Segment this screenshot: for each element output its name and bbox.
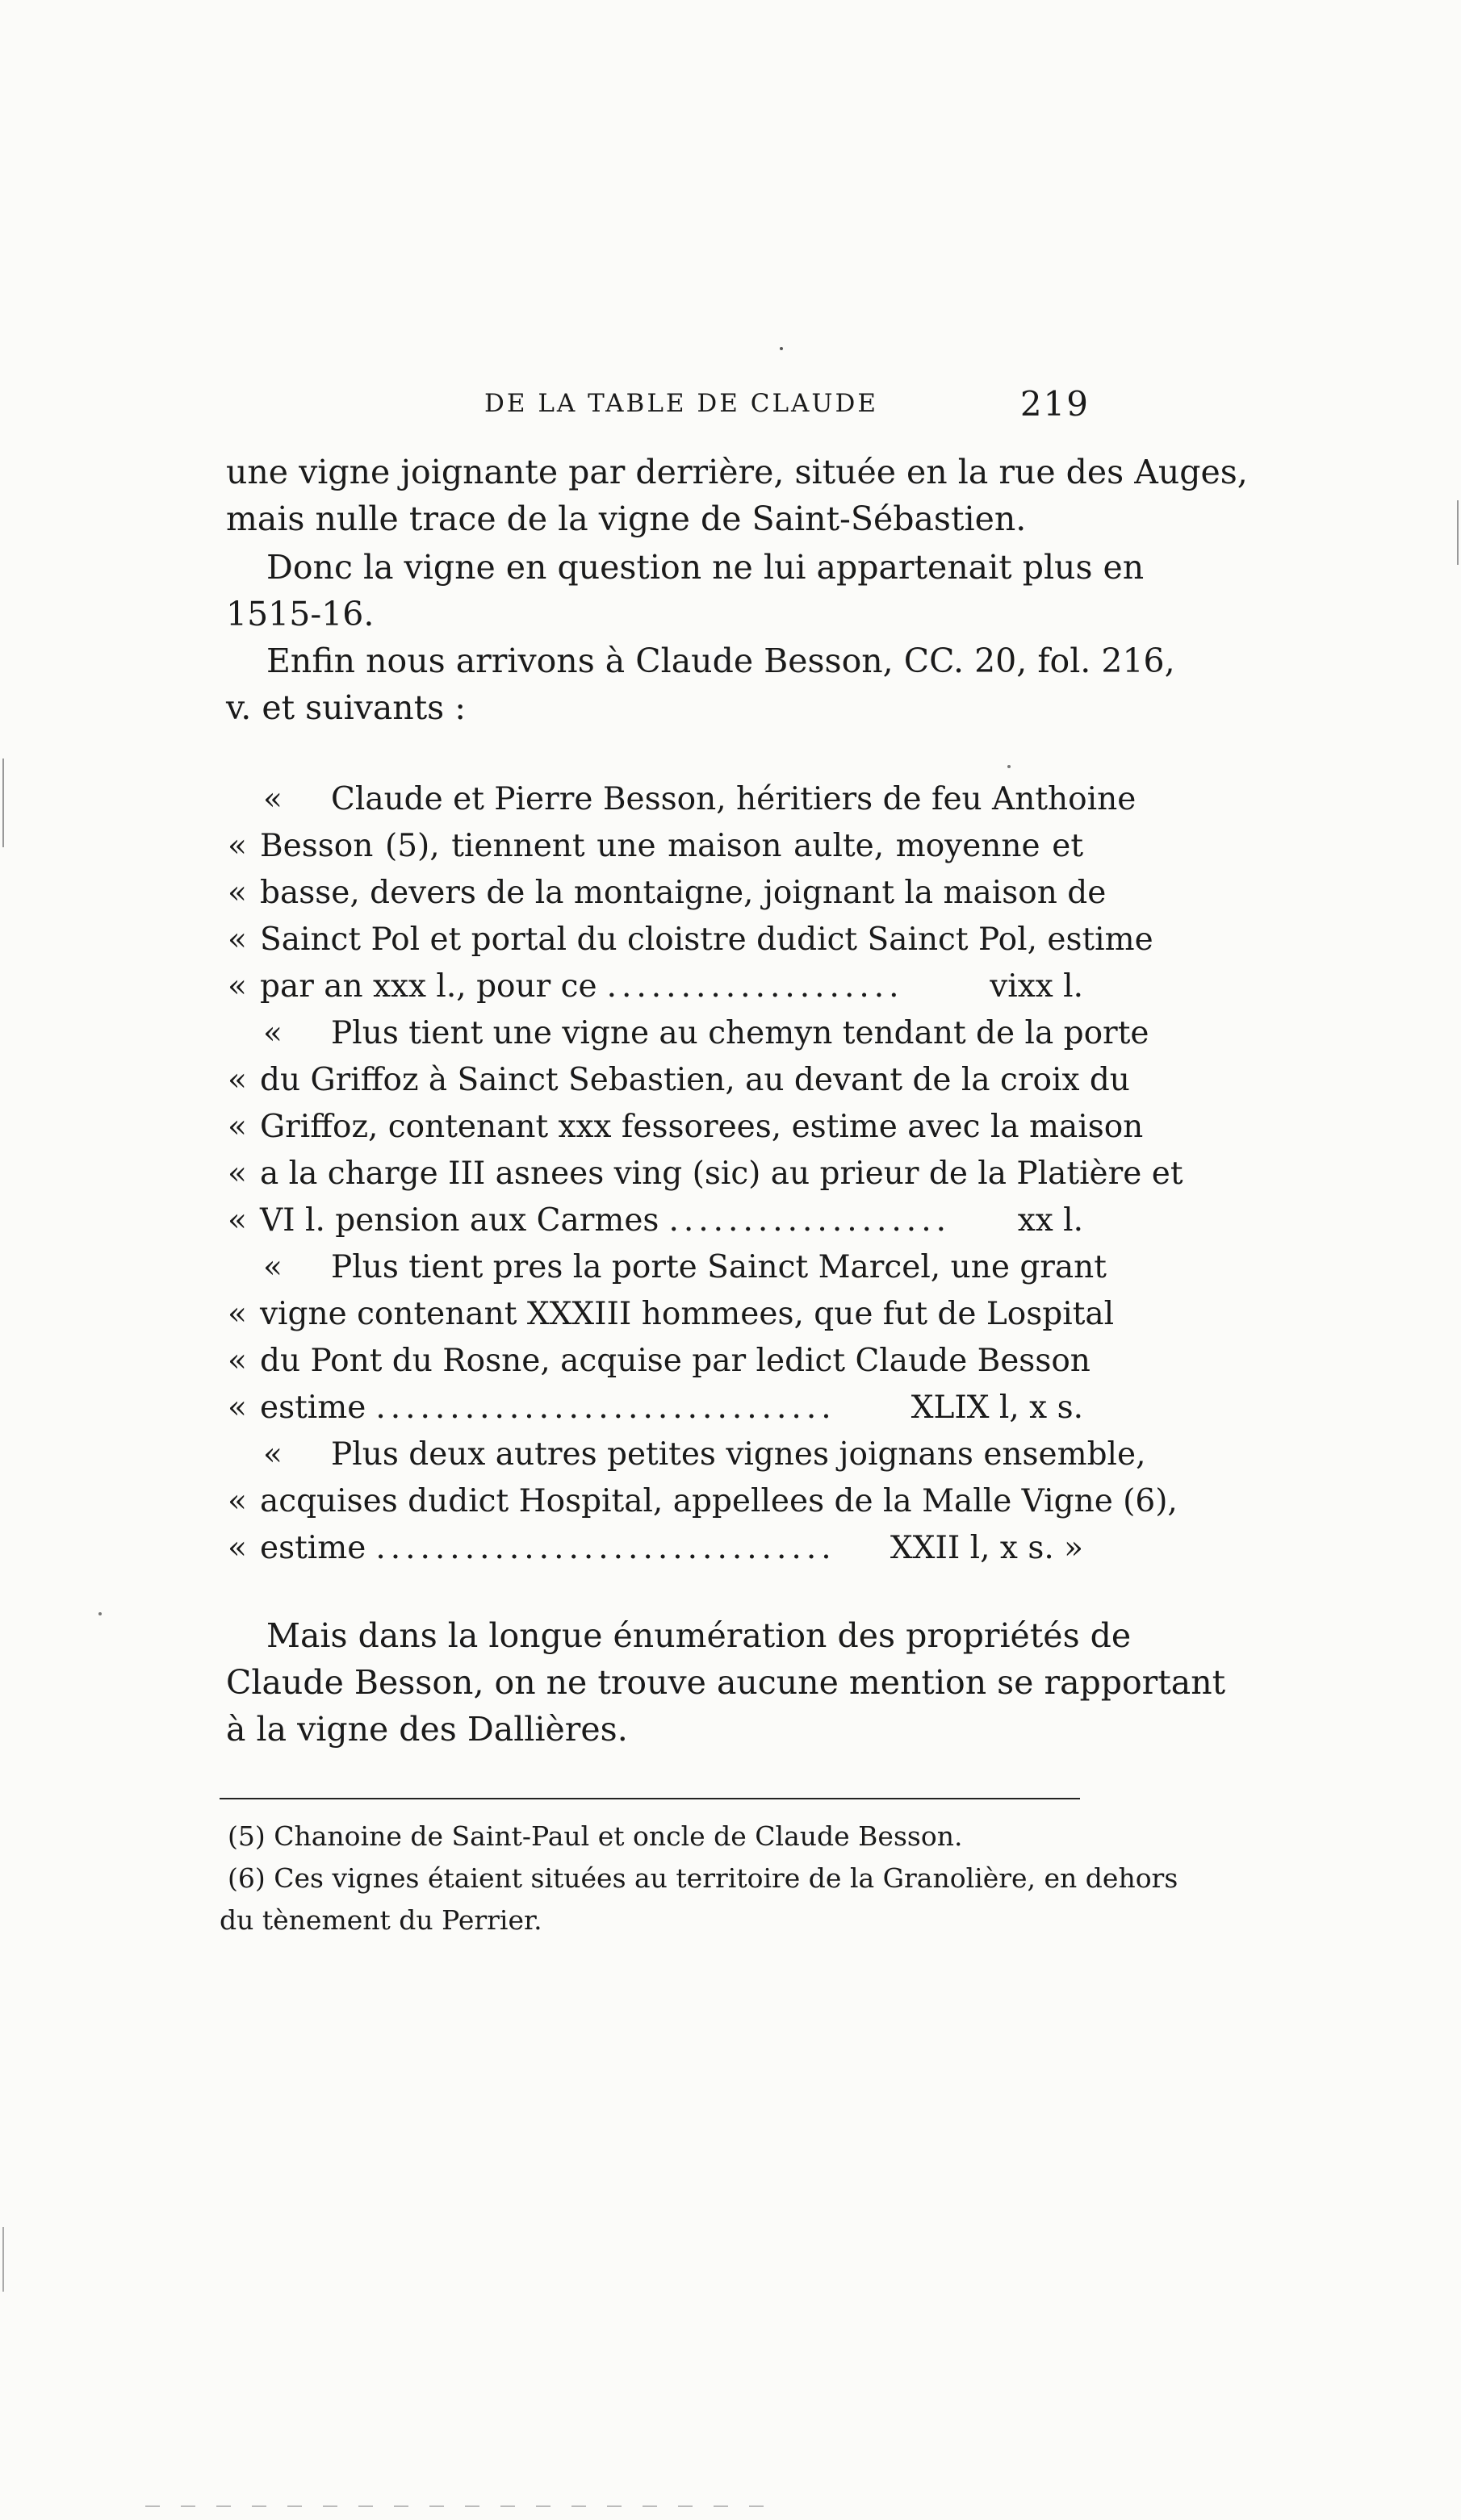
page-number: 219 bbox=[1019, 384, 1090, 424]
guillemet: « bbox=[228, 1343, 247, 1379]
text-line: Donc la vigne en question ne lui appartenait plus en bbox=[266, 548, 1145, 587]
text-line: mais nulle trace de la vigne de Saint-Sébastien. bbox=[226, 499, 1027, 538]
guillemet: « bbox=[228, 1156, 247, 1192]
amount: XXII l, x s. » bbox=[890, 1530, 1083, 1566]
text-line: Enfin nous arrivons à Claude Besson, CC. 20, fol. 216, bbox=[266, 641, 1175, 680]
text-line: à la vigne des Dallières. bbox=[226, 1710, 628, 1749]
speck bbox=[780, 347, 783, 350]
guillemet: « bbox=[263, 1015, 283, 1051]
speck bbox=[98, 1612, 102, 1615]
dot-leader: .................... bbox=[606, 968, 904, 1005]
guillemet: « bbox=[228, 875, 247, 911]
guillemet: « bbox=[263, 1436, 283, 1473]
footnote-6: (6) Ces vignes étaient situées au territoire de la Granolière, en dehors bbox=[228, 1862, 1178, 1894]
quote-text: estime bbox=[260, 1530, 366, 1566]
quote-text: a la charge III asnees ving (sic) au prieur de la Platière et bbox=[260, 1156, 1183, 1192]
speck bbox=[1007, 765, 1011, 768]
guillemet: « bbox=[228, 1062, 247, 1098]
quote-text: vigne contenant XXXIII hommees, que fut de Lospital bbox=[260, 1296, 1115, 1332]
quote-text: par an xxx l., pour ce bbox=[260, 968, 597, 1005]
guillemet: « bbox=[228, 1390, 247, 1426]
text-line: une vigne joignante par derrière, située en la rue des Auges, bbox=[226, 453, 1248, 491]
amount: XLIX l, x s. bbox=[911, 1390, 1083, 1426]
quote-text: acquises dudict Hospital, appellees de la Malle Vigne (6), bbox=[260, 1483, 1178, 1519]
guillemet: « bbox=[228, 1296, 247, 1332]
quote-text: Plus tient pres la porte Sainct Marcel, une grant bbox=[331, 1249, 1107, 1285]
quote-text: Claude et Pierre Besson, héritiers de feu Anthoine bbox=[331, 781, 1137, 817]
amount: vixx l. bbox=[990, 968, 1083, 1005]
guillemet: « bbox=[228, 1202, 247, 1239]
guillemet: « bbox=[228, 1109, 247, 1145]
dot-leader: ................... bbox=[668, 1202, 951, 1239]
footnote-6-continued: du tènement du Perrier. bbox=[220, 1904, 542, 1936]
quote-text: Griffoz, contenant xxx fessorees, estime avec la maison bbox=[260, 1109, 1144, 1145]
quote-text: Plus deux autres petites vignes joignans ensemble, bbox=[331, 1436, 1146, 1473]
quote-text: Plus tient une vigne au chemyn tendant de la porte bbox=[331, 1015, 1149, 1051]
dot-leader: ............................... bbox=[375, 1390, 836, 1426]
text-line: 1515-16. bbox=[226, 595, 375, 633]
dot-leader: ............................... bbox=[375, 1530, 836, 1566]
guillemet: « bbox=[263, 1249, 283, 1285]
amount: xx l. bbox=[1017, 1202, 1083, 1239]
quote-text: du Pont du Rosne, acquise par ledict Claude Besson bbox=[260, 1343, 1091, 1379]
quote-text: estime bbox=[260, 1390, 366, 1426]
guillemet: « bbox=[263, 781, 283, 817]
text-line: Mais dans la longue énumération des propriétés de bbox=[266, 1616, 1132, 1655]
guillemet: « bbox=[228, 1483, 247, 1519]
quote-text: VI l. pension aux Carmes bbox=[260, 1202, 659, 1239]
running-title: DE LA TABLE DE CLAUDE bbox=[484, 389, 879, 418]
guillemet: « bbox=[228, 968, 247, 1005]
footnote-5: (5) Chanoine de Saint-Paul et oncle de Claude Besson. bbox=[228, 1820, 963, 1852]
guillemet: « bbox=[228, 828, 247, 864]
text-line: v. et suivants : bbox=[226, 688, 467, 727]
guillemet: « bbox=[228, 1530, 247, 1566]
guillemet: « bbox=[228, 921, 247, 958]
quote-text: basse, devers de la montaigne, joignant la maison de bbox=[260, 875, 1107, 911]
quote-text: Besson (5), tiennent une maison aulte, moyenne et bbox=[260, 828, 1083, 864]
quote-text: Sainct Pol et portal du cloistre dudict Sainct Pol, estime bbox=[260, 921, 1153, 958]
quote-text: du Griffoz à Sainct Sebastien, au devant de la croix du bbox=[260, 1062, 1130, 1098]
text-line: Claude Besson, on ne trouve aucune mention se rapportant bbox=[226, 1663, 1226, 1702]
